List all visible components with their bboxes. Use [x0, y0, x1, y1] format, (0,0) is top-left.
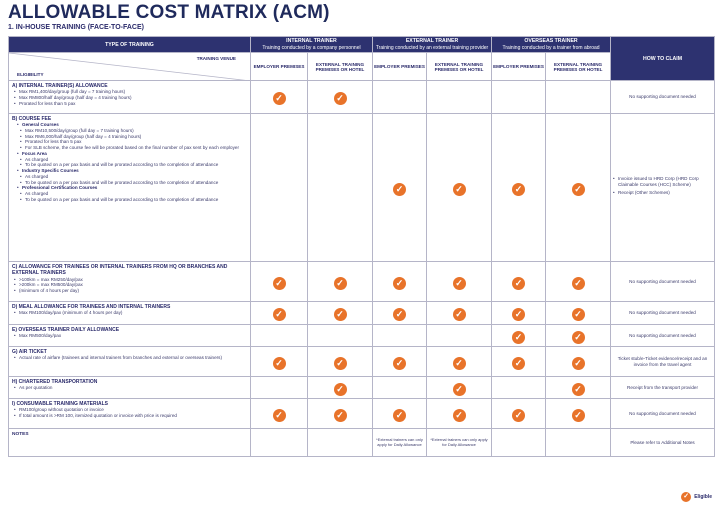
check-cell	[251, 325, 308, 347]
note-cell: *External trainers can only apply for Daily Allowance	[427, 429, 492, 457]
check-cell	[427, 114, 492, 262]
check-circle-icon: ✓	[453, 409, 466, 422]
check-cell	[546, 262, 611, 302]
check-cell	[492, 262, 546, 302]
check-circle-icon: ✓	[572, 277, 585, 290]
row-description	[9, 302, 251, 325]
row-description	[9, 262, 251, 302]
check-cell	[251, 81, 308, 114]
check-cell	[427, 347, 492, 377]
note-cell	[251, 429, 308, 457]
check-circle-icon: ✓	[273, 357, 286, 370]
check-cell	[373, 262, 427, 302]
list-item: • Receipt (Other Schemes)	[613, 190, 712, 196]
list-item: • Max RM100/day/pax (minimum of 4 hours per day)	[12, 310, 247, 316]
check-cell	[427, 81, 492, 114]
check-circle-icon: ✓	[273, 277, 286, 290]
header-group-overseas: OVERSEAS TRAINER Training conducted by a trainer from abroad	[492, 37, 611, 53]
check-circle-icon: ✓	[512, 183, 525, 196]
check-cell	[492, 347, 546, 377]
check-cell	[427, 377, 492, 399]
check-cell	[251, 347, 308, 377]
list-item: • As charged	[12, 191, 247, 197]
note-cell	[308, 429, 373, 457]
row-b	[9, 114, 715, 262]
list-item: • To be quoted on a per pax basis and will be prorated according to the completion of attendance	[12, 162, 247, 168]
check-cell	[251, 114, 308, 262]
check-circle-icon: ✓	[393, 183, 406, 196]
row-title: B) COURSE FEE	[12, 116, 52, 122]
check-cell	[308, 114, 373, 262]
check-cell	[373, 377, 427, 399]
row-description	[9, 81, 251, 114]
row-title: H) CHARTERED TRANSPORTATION	[12, 379, 98, 385]
check-cell	[373, 325, 427, 347]
check-cell	[492, 114, 546, 262]
header-group-internal: INTERNAL TRAINER Training conducted by a company personnel	[251, 37, 373, 53]
check-cell	[492, 302, 546, 325]
check-circle-icon: ✓	[334, 277, 347, 290]
legend-label: Eligible	[694, 494, 712, 500]
check-cell	[251, 377, 308, 399]
how-to-claim-cell: No supporting document needed	[611, 302, 715, 325]
check-circle-icon: ✓	[393, 409, 406, 422]
check-circle-icon: ✓	[572, 331, 585, 344]
legend	[681, 492, 712, 502]
check-cell	[373, 114, 427, 262]
notes-label: NOTES	[9, 429, 251, 457]
row-description	[9, 347, 251, 377]
check-cell	[492, 325, 546, 347]
check-circle-icon: ✓	[512, 277, 525, 290]
check-cell	[427, 399, 492, 429]
row-title: E) OVERSEAS TRAINER DAILY ALLOWANCE	[12, 327, 120, 333]
check-cell	[427, 262, 492, 302]
header-group-external: EXTERNAL TRAINER Training conducted by an external training provider	[373, 37, 492, 53]
check-cell	[492, 377, 546, 399]
row-title: A) INTERNAL TRAINER(S) ALLOWANCE	[12, 83, 108, 89]
check-cell	[308, 399, 373, 429]
check-cell	[373, 399, 427, 429]
row-d	[9, 302, 715, 325]
list-item: • Invoice issued to HRD Corp (HRD Corp Claimable Courses (HCC) Scheme)	[613, 176, 712, 188]
header-type-of-training: TYPE OF TRAINING	[9, 37, 251, 53]
subsection-general: • General Courses	[15, 122, 247, 128]
venue-overseas-external: EXTERNAL TRAINING PREMISES OR HOTEL	[546, 53, 611, 81]
list-item: • >100km = max RM250/day/pax	[12, 277, 247, 283]
list-item: • Max RM10,500/day/group (full day = 7 training hours)	[12, 128, 247, 134]
list-item: • Max RM6,000/half day/group (half day = 4 training hours)	[12, 134, 247, 140]
list-item: • Prorated for less than 5 pax	[12, 139, 247, 145]
check-cell	[546, 347, 611, 377]
check-cell	[492, 399, 546, 429]
section-subtitle: 1. IN-HOUSE TRAINING (FACE-TO-FACE)	[8, 24, 144, 31]
list-item: • >200km = max RM500/day/pax	[12, 282, 247, 288]
check-cell	[308, 262, 373, 302]
check-cell	[373, 81, 427, 114]
check-cell	[308, 302, 373, 325]
row-notes	[9, 429, 715, 457]
cost-matrix-table	[8, 36, 715, 457]
check-circle-icon: ✓	[572, 409, 585, 422]
check-circle-icon: ✓	[273, 308, 286, 321]
check-circle-icon: ✓	[453, 277, 466, 290]
row-title: G) AIR TICKET	[12, 349, 47, 355]
check-circle-icon: ✓	[334, 409, 347, 422]
row-title: D) MEAL ALLOWANCE FOR TRAINEES AND INTERNAL TRAINERS	[12, 304, 171, 310]
page-title: ALLOWABLE COST MATRIX (ACM)	[8, 2, 330, 23]
subsection-professional: • Professional Certification Courses	[15, 185, 247, 191]
row-a	[9, 81, 715, 114]
how-to-claim-cell: Please refer to Additional Notes	[611, 429, 715, 457]
check-circle-icon: ✓	[512, 409, 525, 422]
check-circle-icon: ✓	[453, 383, 466, 396]
check-circle-icon: ✓	[453, 183, 466, 196]
check-cell	[427, 325, 492, 347]
check-circle-icon: ✓	[512, 331, 525, 344]
check-circle-icon: ✓	[273, 92, 286, 105]
note-cell	[546, 429, 611, 457]
check-circle-icon: ✓	[681, 492, 691, 502]
venue-internal-employer: EMPLOYER PREMISES	[251, 53, 308, 81]
how-to-claim-cell: No supporting document needed	[611, 399, 715, 429]
list-item: • For SLB scheme, the course fee will be prorated based on the final number of pax sent by each employer	[12, 145, 247, 151]
check-cell	[546, 325, 611, 347]
list-item: • RM100/group without quotation or invoice	[12, 407, 247, 413]
list-item: • (minimum of 4 hours per day)	[12, 288, 247, 294]
check-cell	[427, 302, 492, 325]
how-to-claim-cell: No supporting document needed	[611, 325, 715, 347]
check-cell	[308, 377, 373, 399]
row-description	[9, 377, 251, 399]
check-cell	[373, 347, 427, 377]
check-cell	[546, 81, 611, 114]
check-circle-icon: ✓	[334, 357, 347, 370]
how-to-claim-cell: Ticket stub/e-Ticket evidence/receipt and an invoice from the travel agent	[611, 347, 715, 377]
note-cell	[492, 429, 546, 457]
venue-eligibility-cell	[9, 53, 251, 81]
row-description	[9, 114, 251, 262]
check-cell	[492, 81, 546, 114]
check-cell	[308, 347, 373, 377]
row-description	[9, 399, 251, 429]
how-to-claim-cell: Receipt from the transport provider	[611, 377, 715, 399]
header-how-to-claim: HOW TO CLAIM	[611, 37, 715, 81]
check-circle-icon: ✓	[512, 357, 525, 370]
check-circle-icon: ✓	[572, 183, 585, 196]
check-cell	[546, 114, 611, 262]
how-to-claim-cell: No supporting document needed	[611, 81, 715, 114]
note-cell: *External trainers can only apply for Daily Allowance	[373, 429, 427, 457]
row-title: C) ALLOWANCE FOR TRAINEES OR INTERNAL TRAINERS FROM HQ OR BRANCHES AND EXTERNAL TRAINERS	[12, 264, 228, 277]
check-circle-icon: ✓	[334, 383, 347, 396]
training-venue-label: TRAINING VENUE	[196, 56, 236, 61]
check-circle-icon: ✓	[453, 357, 466, 370]
list-item: • As per quotation	[12, 385, 247, 391]
venue-internal-external: EXTERNAL TRAINING PREMISES OR HOTEL	[308, 53, 373, 81]
header-row-groups	[9, 37, 715, 53]
list-item: • As charged	[12, 157, 247, 163]
row-c	[9, 262, 715, 302]
check-circle-icon: ✓	[572, 383, 585, 396]
header-row-venues	[9, 53, 715, 81]
check-cell	[308, 81, 373, 114]
row-i	[9, 399, 715, 429]
check-circle-icon: ✓	[393, 277, 406, 290]
row-g	[9, 347, 715, 377]
venue-overseas-employer: EMPLOYER PREMISES	[492, 53, 546, 81]
check-circle-icon: ✓	[273, 409, 286, 422]
list-item: • Max RM800/half day/group (half day = 4 training hours)	[12, 95, 247, 101]
list-item: • As charged	[12, 174, 247, 180]
check-circle-icon: ✓	[393, 308, 406, 321]
how-to-claim-cell	[611, 114, 715, 262]
row-h	[9, 377, 715, 399]
check-circle-icon: ✓	[334, 92, 347, 105]
venue-external-employer: EMPLOYER PREMISES	[373, 53, 427, 81]
row-e	[9, 325, 715, 347]
check-circle-icon: ✓	[572, 308, 585, 321]
check-circle-icon: ✓	[453, 308, 466, 321]
check-circle-icon: ✓	[572, 357, 585, 370]
list-item: • If total amount is >RM 100, itemized quotation or invoice with price is required	[12, 413, 247, 419]
check-cell	[308, 325, 373, 347]
row-description	[9, 325, 251, 347]
list-item: • Actual rate of airfare (trainees and internal trainers from branches and external or overseas trainers)	[12, 355, 247, 361]
check-circle-icon: ✓	[512, 308, 525, 321]
check-cell	[251, 262, 308, 302]
check-circle-icon: ✓	[334, 308, 347, 321]
check-cell	[546, 302, 611, 325]
check-cell	[251, 302, 308, 325]
list-item: • Max RM1,400/day/group (full day = 7 training hours)	[12, 89, 247, 95]
check-cell	[546, 399, 611, 429]
check-cell	[251, 399, 308, 429]
how-to-claim-cell: No supporting document needed	[611, 262, 715, 302]
list-item: • To be quoted on a per pax basis and will be prorated according to the completion of attendance	[12, 180, 247, 186]
check-circle-icon: ✓	[393, 357, 406, 370]
check-cell	[373, 302, 427, 325]
eligibility-label: ELIGIBILITY	[17, 72, 44, 77]
subsection-industry: • Industry Specific Courses	[15, 168, 247, 174]
row-title: I) CONSUMABLE TRAINING MATERIALS	[12, 401, 109, 407]
list-item: • Max RM500/day/pax	[12, 333, 247, 339]
subsection-focus: • Focus Area	[15, 151, 247, 157]
list-item: • Prorated for less than 5 pax	[12, 101, 247, 107]
check-cell	[546, 377, 611, 399]
venue-external-external: EXTERNAL TRAINING PREMISES OR HOTEL	[427, 53, 492, 81]
list-item: • To be quoted on a per pax basis and will be prorated according to the completion of attendance	[12, 197, 247, 203]
